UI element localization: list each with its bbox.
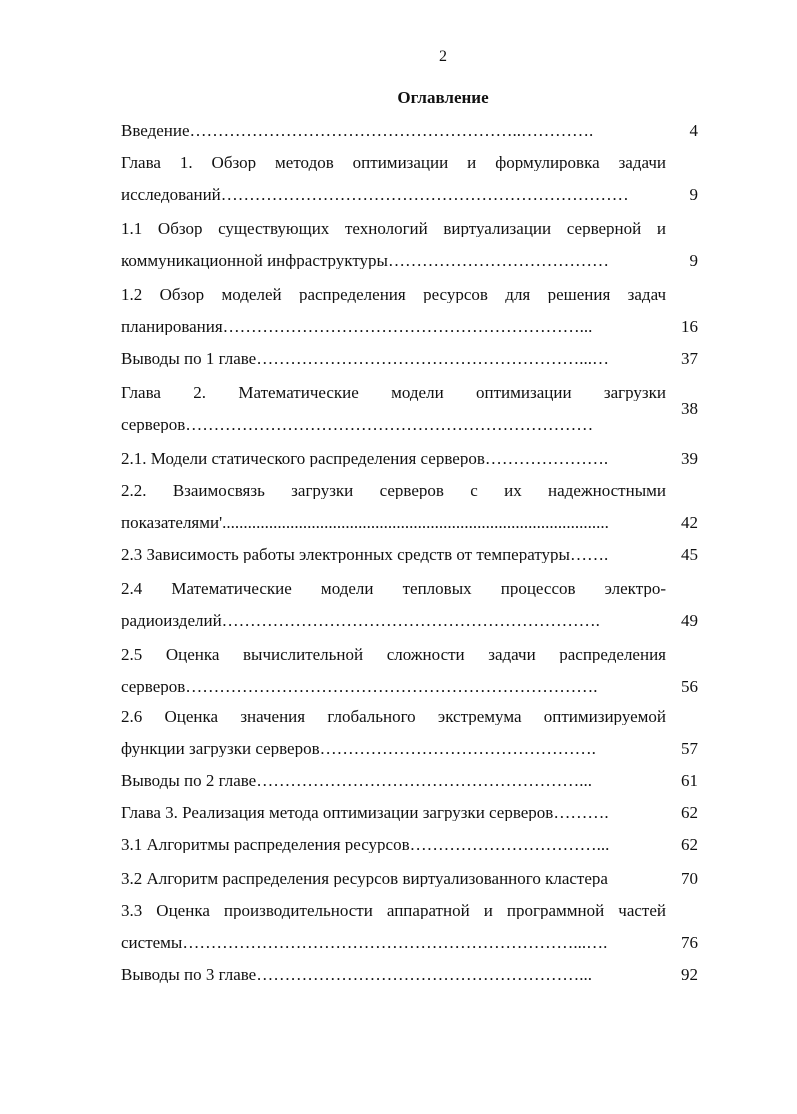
toc-entry-line: планирования………………………………………………………... [121,318,593,335]
toc-entry-line: Выводы по 1 главе…………………………………………………...… [121,350,609,367]
toc-entry-line: показателями'........................................................................................... [121,514,609,531]
toc-entry-page: 62 [681,835,698,854]
toc-entry-line: серверов………………………………………………………………. [121,678,598,695]
toc-entry-page: 70 [681,869,698,888]
toc-entry-page: 9 [689,185,698,204]
toc-entry-line: системы……………………………………………………………...…. [121,934,608,951]
toc-entry-line: 2.5 Оценка вычислительной сложности задачи распределения [121,646,666,663]
toc-entry-line: 2.1. Модели статического распределения серверов…………………. [121,450,609,467]
toc-entry-line: 1.2 Обзор моделей распределения ресурсов для решения задач [121,286,666,303]
toc-entry-line: серверов……………………………………………………………… [121,416,594,433]
toc-entry-page: 16 [681,317,698,336]
toc-entry-page: 61 [681,771,698,790]
toc-title: Оглавление [397,88,489,107]
toc-entry-line: 3.1 Алгоритмы распределения ресурсов……………………………... [121,836,610,853]
toc-entry-line: Выводы по 3 главе…………………………………………………... [121,966,592,983]
toc-entry-page: 37 [681,349,698,368]
toc-entry-line: Глава 2. Математические модели оптимизации загрузки [121,384,666,401]
toc-entry-page: 42 [681,513,698,532]
toc-entry-page: 39 [681,449,698,468]
toc-entry-page: 45 [681,545,698,564]
toc-entry-line: 2.6 Оценка значения глобального экстремума оптимизируемой [121,708,666,725]
toc-entry-page: 57 [681,739,698,758]
toc-entry-line: 2.4 Математические модели тепловых процессов электро- [121,580,666,597]
toc-entry-line: Выводы по 2 главе…………………………………………………... [121,772,592,789]
toc-entry-page: 56 [681,677,698,696]
toc-entry-line: радиоизделий…………………………………………………………. [121,612,600,629]
toc-entry-line: Введение…………………………………………………..…………. [121,122,594,139]
toc-entry-line: функции загрузки серверов…………………………………………. [121,740,596,757]
toc-entry-page: 4 [689,121,698,140]
toc-entry-page: 49 [681,611,698,630]
toc-entry-page: 9 [689,251,698,270]
toc-entry-page: 76 [681,933,698,952]
toc-entry-line: коммуникационной инфраструктуры………………………………… [121,252,609,269]
toc-entry-line: 3.3 Оценка производительности аппаратной и программной частей [121,902,666,919]
toc-entry-line: Глава 1. Обзор методов оптимизации и формулировка задачи [121,154,666,171]
page-number: 2 [439,48,447,65]
toc-entry-page: 38 [681,399,698,418]
toc-entry-line: 1.1 Обзор существующих технологий виртуализации серверной и [121,220,666,237]
toc-entry-line: Глава 3. Реализация метода оптимизации загрузки серверов………. [121,804,609,821]
toc-entry-line: 3.2 Алгоритм распределения ресурсов виртуализованного кластера [121,870,608,887]
toc-entry-page: 92 [681,965,698,984]
toc-entry-page: 62 [681,803,698,822]
toc-entry-line: 2.3 Зависимость работы электронных средств от температуры……. [121,546,609,563]
toc-entry-line: 2.2. Взаимосвязь загрузки серверов с их надежностными [121,482,666,499]
toc-entry-line: исследований……………………………………………………………… [121,186,629,203]
